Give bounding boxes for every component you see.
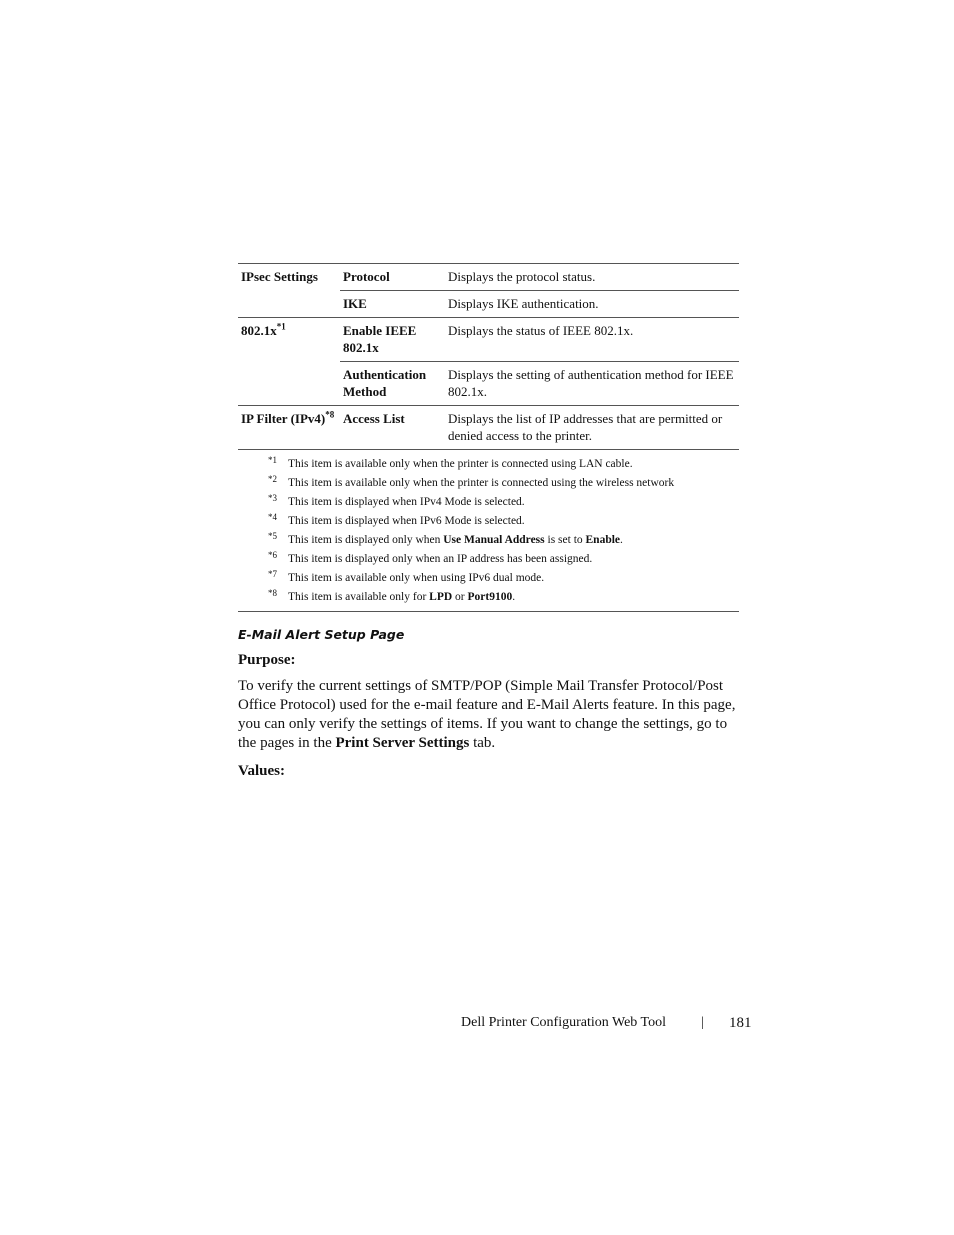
footnote-text: This item is displayed only when — [288, 534, 444, 546]
table-row — [238, 291, 739, 318]
footer-title: Dell Printer Configuration Web Tool — [461, 1015, 667, 1030]
footnote — [238, 512, 739, 531]
footnotes — [238, 450, 739, 612]
purpose-paragraph — [238, 677, 739, 753]
description-cell: Displays the setting of authentication method for IEEE 802.1x. — [445, 362, 739, 406]
footnote-bold: Enable — [585, 534, 621, 546]
footnote-bold: LPD — [429, 591, 453, 603]
table-row — [238, 406, 739, 450]
item-cell: Protocol — [340, 264, 445, 291]
footnote-text: . — [512, 591, 516, 603]
footnote — [238, 588, 739, 607]
purpose-end: tab. — [469, 735, 496, 751]
footnote-mark: *5 — [268, 531, 277, 541]
footnote — [238, 531, 739, 550]
item-cell: Enable IEEE 802.1x — [340, 318, 445, 362]
footnote — [238, 569, 739, 588]
page-footer — [461, 1015, 752, 1031]
section-title: E-Mail Alert Setup Page — [238, 627, 405, 642]
item-cell: Access List — [340, 406, 445, 450]
footnote-mark: *2 — [268, 474, 277, 484]
footnote-ref: *8 — [325, 409, 335, 420]
settings-table — [238, 263, 739, 450]
purpose-text: To verify the current settings of SMTP/POP (Simple Mail Transfer Protocol/Post Office Protocol) used for the e-mail feature and E-Mail Alerts feature. In this page, you can only verify the settings of items. If you want to change the settings, go to the pages in the — [238, 678, 736, 751]
footnote-text: This item is available only when the printer is connected using the wireless network — [288, 477, 675, 489]
table-row — [238, 318, 739, 362]
footer-separator: | — [701, 1015, 704, 1030]
footnote-text: This item is available only when using IPv6 dual mode. — [288, 572, 545, 584]
description-cell: Displays the status of IEEE 802.1x. — [445, 318, 739, 362]
footnote — [238, 550, 739, 569]
group-cell — [238, 318, 340, 362]
footnote-mark: *6 — [268, 550, 277, 560]
footnote-ref: *1 — [276, 321, 286, 332]
footnote-bold: Port9100 — [467, 591, 513, 603]
page-content — [238, 263, 739, 780]
item-cell: Authentication Method — [340, 362, 445, 406]
footnote-mark: *8 — [268, 588, 277, 598]
footnote-text: . — [620, 534, 623, 546]
purpose-label: Purpose: — [238, 652, 296, 668]
footnote — [238, 474, 739, 493]
footnote-mark: *1 — [268, 455, 277, 465]
footnote-text: This item is displayed only when an IP address has been assigned. — [288, 553, 593, 565]
description-cell: Displays the list of IP addresses that are permitted or denied access to the printer. — [445, 406, 739, 450]
description-cell: Displays the protocol status. — [445, 264, 739, 291]
footnote-mark: *4 — [268, 512, 277, 522]
group-cell: IPsec Settings — [238, 264, 340, 291]
footnote-text: or — [452, 591, 468, 603]
description-cell: Displays IKE authentication. — [445, 291, 739, 318]
group-label: 802.1x — [241, 323, 277, 338]
footnote-text: This item is displayed when IPv6 Mode is selected. — [288, 515, 525, 527]
footnote-text: This item is available only when the printer is connected using LAN cable. — [288, 458, 633, 470]
footnote — [238, 455, 739, 474]
group-label: IP Filter (IPv4) — [241, 411, 326, 426]
values-label: Values: — [238, 763, 285, 779]
group-cell — [238, 406, 340, 450]
table-row — [238, 264, 739, 291]
footnote-text: This item is displayed when IPv4 Mode is selected. — [288, 496, 525, 508]
table-row — [238, 362, 739, 406]
footnote-mark: *7 — [268, 569, 277, 579]
footnote-text: This item is available only for — [288, 591, 430, 603]
footnote-mark: *3 — [268, 493, 277, 503]
footnote-bold: Use Manual Address — [443, 534, 545, 546]
footnote-text: is set to — [544, 534, 586, 546]
page-number: 181 — [729, 1015, 752, 1031]
group-cell — [238, 362, 340, 406]
group-cell — [238, 291, 340, 318]
item-cell: IKE — [340, 291, 445, 318]
footnote — [238, 493, 739, 512]
purpose-bold: Print Server Settings — [335, 735, 470, 751]
